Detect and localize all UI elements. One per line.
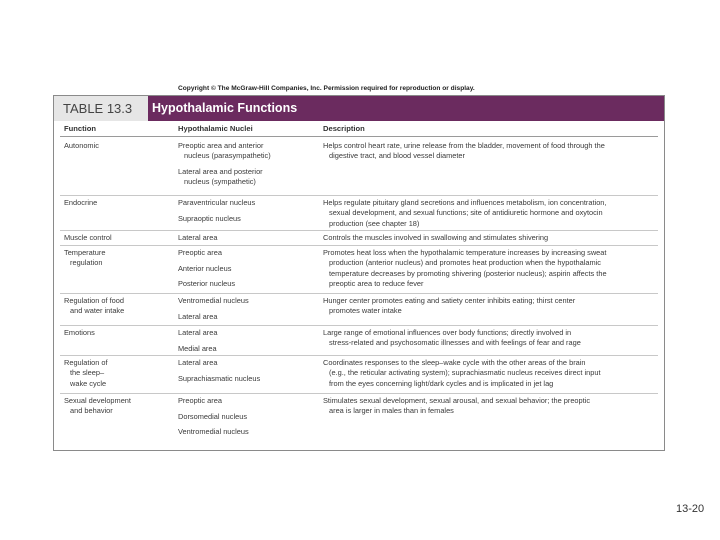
function-cell-line: Sexual development: [64, 396, 131, 405]
nucleus-entry-line: Preoptic area: [178, 248, 222, 257]
function-cell-line: Autonomic: [64, 141, 99, 150]
description-cell-line: sexual development, and sexual functions; site of antidiuretic hormone and oxytocin: [329, 208, 603, 218]
description-cell-line: production (see chapter 18): [329, 218, 420, 228]
description-cell-line: Large range of emotional influences over body functions; directly involved in: [323, 328, 572, 337]
header-description: Description: [323, 124, 365, 133]
nucleus-entry-line: Supraoptic nucleus: [178, 213, 241, 223]
description-cell-line: (e.g., the reticular activating system); suprachiasmatic nucleus receives direct input: [329, 368, 601, 378]
nucleus-entry-line: Lateral area: [178, 311, 218, 321]
function-cell-line: Muscle control: [64, 233, 112, 242]
nucleus-entry-line: Suprachiasmatic nucleus: [178, 373, 261, 383]
nucleus-entry: [178, 233, 217, 243]
function-cell-line: and behavior: [70, 406, 113, 416]
nucleus-entry: [178, 167, 263, 188]
table-number: TABLE 13.3: [54, 96, 148, 121]
nucleus-entry: [178, 344, 217, 354]
description-cell-line: Coordinates responses to the sleep–wake cycle with the other areas of the brain: [323, 358, 586, 367]
page-number: 13-20: [676, 503, 705, 515]
function-cell-line: Regulation of: [64, 358, 108, 367]
nucleus-entry-line: nucleus (sympathetic): [184, 177, 256, 187]
nucleus-entry: [178, 141, 271, 162]
description-cell-line: preoptic area to reduce fever: [329, 279, 424, 289]
table-banner: [54, 96, 664, 121]
table-title: Hypothalamic Functions: [152, 101, 298, 115]
row-divider: [60, 245, 658, 246]
description-cell-line: digestive tract, and blood vessel diameter: [329, 151, 465, 161]
description-cell: [323, 248, 607, 290]
hypothalamic-functions-table: [53, 95, 665, 451]
nucleus-entry: [178, 296, 249, 306]
nucleus-entry-line: Lateral area: [178, 358, 218, 367]
header-nuclei: Hypothalamic Nuclei: [178, 124, 253, 133]
nucleus-entry: [178, 279, 235, 289]
function-cell-line: Temperature: [64, 248, 106, 257]
nucleus-entry-line: Posterior nucleus: [178, 279, 236, 289]
description-cell: [323, 198, 606, 229]
nucleus-entry-line: Ventromedial nucleus: [178, 427, 249, 437]
description-cell: [323, 396, 590, 417]
function-cell-line: Endocrine: [64, 198, 98, 207]
row-divider: [60, 325, 658, 326]
nucleus-entry: [178, 214, 241, 224]
description-cell: [323, 328, 581, 349]
nucleus-entry: [178, 412, 247, 422]
description-cell-line: Helps control heart rate, urine release from the bladder, movement of food through the: [323, 141, 605, 150]
nucleus-entry-line: Dorsomedial nucleus: [178, 411, 248, 421]
description-cell-line: temperature decreases by promoting shivering (posterior nucleus); aspirin affects the: [329, 268, 607, 278]
nucleus-entry-line: Ventromedial nucleus: [178, 296, 249, 305]
function-cell-line: Emotions: [64, 328, 95, 337]
nucleus-entry-line: Paraventricular nucleus: [178, 198, 256, 207]
function-cell: [64, 328, 95, 338]
description-cell-line: from the eyes concerning light/dark cycles and is implicated in jet lag: [329, 378, 554, 388]
description-cell-line: promotes water intake: [329, 306, 402, 316]
row-divider: [60, 293, 658, 294]
nucleus-entry-line: Lateral area and posterior: [178, 167, 263, 176]
nucleus-entry: [178, 374, 260, 384]
description-cell-line: area is larger in males than in females: [329, 406, 454, 416]
nucleus-entry-line: Lateral area: [178, 328, 218, 337]
nucleus-entry: [178, 198, 255, 208]
function-cell: [64, 141, 99, 151]
description-cell-line: production (anterior nucleus) and promotes heat production when the hypothalamic: [329, 258, 601, 268]
nucleus-entry-line: Anterior nucleus: [178, 263, 232, 273]
nucleus-entry: [178, 248, 222, 258]
function-cell-line: and water intake: [70, 306, 125, 316]
row-divider: [60, 355, 658, 356]
description-cell-line: stress-related and psychosomatic illnesses and with feelings of fear and rage: [329, 338, 581, 348]
header-divider: [60, 136, 658, 137]
description-cell-line: Promotes heat loss when the hypothalamic temperature increases by increasing sweat: [323, 248, 607, 257]
function-cell: [64, 296, 124, 317]
nucleus-entry: [178, 264, 231, 274]
header-function: Function: [64, 124, 97, 133]
nucleus-entry-line: Preoptic area: [178, 396, 222, 405]
description-cell: [323, 233, 548, 243]
nucleus-entry: [178, 312, 217, 322]
description-cell-line: Helps regulate pituitary gland secretions and influences metabolism, ion concentration,: [323, 198, 607, 207]
description-cell: [323, 358, 601, 389]
description-cell-line: Stimulates sexual development, sexual arousal, and sexual behavior; the preoptic: [323, 396, 591, 405]
nucleus-entry-line: nucleus (parasympathetic): [184, 151, 271, 161]
function-cell: [64, 248, 106, 269]
description-cell: [323, 141, 605, 162]
nucleus-entry: [178, 358, 217, 368]
function-cell-line: the sleep–: [70, 368, 105, 378]
function-cell: [64, 396, 131, 417]
nucleus-entry: [178, 427, 249, 437]
function-cell-line: regulation: [70, 258, 103, 268]
nucleus-entry-line: Preoptic area and anterior: [178, 141, 264, 150]
function-cell: [64, 233, 112, 243]
nucleus-entry: [178, 396, 222, 406]
row-divider: [60, 195, 658, 196]
description-cell-line: Hunger center promotes eating and satiety center inhibits eating; thirst center: [323, 296, 576, 305]
function-cell: [64, 358, 108, 389]
nucleus-entry: [178, 328, 217, 338]
row-divider: [60, 393, 658, 394]
row-divider: [60, 230, 658, 231]
function-cell-line: wake cycle: [70, 378, 107, 388]
function-cell: [64, 198, 97, 208]
copyright-notice: Copyright © The McGraw-Hill Companies, Inc. Permission required for reproduction or display.: [178, 85, 475, 92]
nucleus-entry-line: Medial area: [178, 343, 217, 353]
description-cell: [323, 296, 575, 317]
function-cell-line: Regulation of food: [64, 296, 124, 305]
nucleus-entry-line: Lateral area: [178, 233, 218, 242]
description-cell-line: Controls the muscles involved in swallowing and stimulates shivering: [323, 233, 549, 242]
